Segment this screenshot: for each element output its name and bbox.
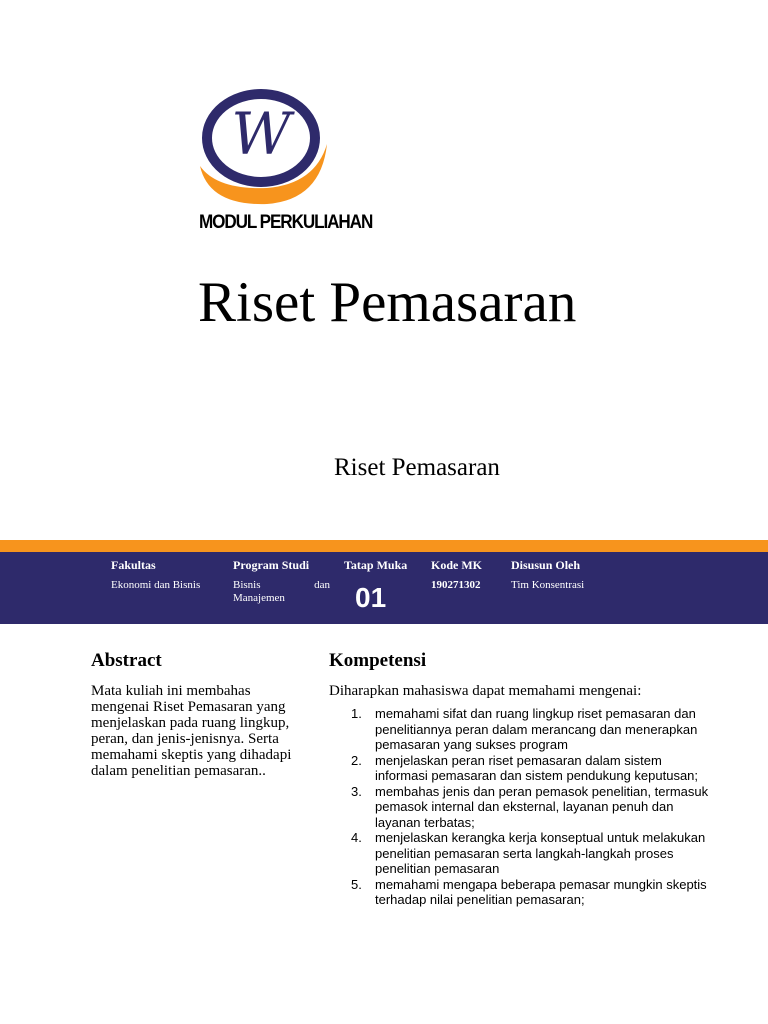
svg-text:W: W — [231, 100, 291, 168]
list-text: memahami mengapa beberapa pemasar mungkin skeptis terhadap nilai penelitian pemasaran; — [375, 876, 707, 907]
mercu-buana-logo-icon — [197, 88, 331, 206]
tatap-label: Tatap Muka — [344, 558, 408, 572]
program-label: Program Studi — [233, 558, 310, 572]
page-subtitle: Riset Pemasaran — [334, 454, 500, 481]
list-number: 2. — [351, 752, 362, 768]
kompetensi-list — [329, 706, 709, 908]
kompetensi-intro: Diharapkan mahasiswa dapat memahami mengenai: — [329, 683, 642, 699]
list-item — [329, 830, 709, 877]
list-item — [329, 784, 709, 831]
list-text: menjelaskan kerangka kerja konseptual untuk melakukan penelitian pemasaran serta langkah-langkah proses penelitian pemasaran — [375, 830, 706, 876]
program-value-line2: Manajemen — [233, 592, 285, 604]
list-text: menjelaskan peran riset pemasaran dalam sistem informasi pemasaran dan sistem pendukung keputusan; — [375, 752, 699, 783]
list-number: 5. — [351, 876, 362, 892]
list-number: 1. — [351, 706, 362, 721]
list-number: 4. — [351, 830, 362, 845]
course-info-band — [0, 552, 768, 624]
list-item — [329, 753, 709, 784]
list-text: membahas jenis dan peran pemasok penelitian, termasuk pemasok internal dan eksternal, layanan penuh dan layanan terbatas; — [375, 783, 709, 830]
disusun-label: Disusun Oleh — [511, 558, 581, 572]
list-text: memahami sifat dan ruang lingkup riset pemasaran dan penelitiannya peran dalam merancang dan menerapkan pemasaran yang sukses program — [375, 706, 698, 752]
list-item — [329, 706, 709, 753]
tatap-number: 01 — [355, 582, 387, 613]
abstract-heading: Abstract — [91, 650, 162, 671]
list-number: 3. — [351, 783, 362, 799]
list-item — [329, 877, 709, 908]
page-title: Riset Pemasaran — [198, 271, 577, 334]
orange-divider — [0, 540, 768, 552]
module-label: MODUL PERKULIAHAN — [199, 212, 373, 233]
kode-label: Kode MK — [431, 558, 482, 572]
kompetensi-heading: Kompetensi — [329, 650, 427, 671]
fakultas-value: Ekonomi dan Bisnis — [111, 579, 201, 591]
fakultas-label: Fakultas — [111, 558, 156, 572]
kode-value: 190271302 — [431, 579, 481, 591]
disusun-value: Tim Konsentrasi — [511, 579, 585, 591]
abstract-text: Mata kuliah ini membahas mengenai Riset Pemasaran yang menjelaskan pada ruang lingkup, peran, dan jenis-jenisnya. Serta memahami skeptis yang dihadapi dalam penelitian pemasaran.. — [91, 683, 292, 779]
program-value-line1: Bisnis dan — [233, 579, 330, 591]
